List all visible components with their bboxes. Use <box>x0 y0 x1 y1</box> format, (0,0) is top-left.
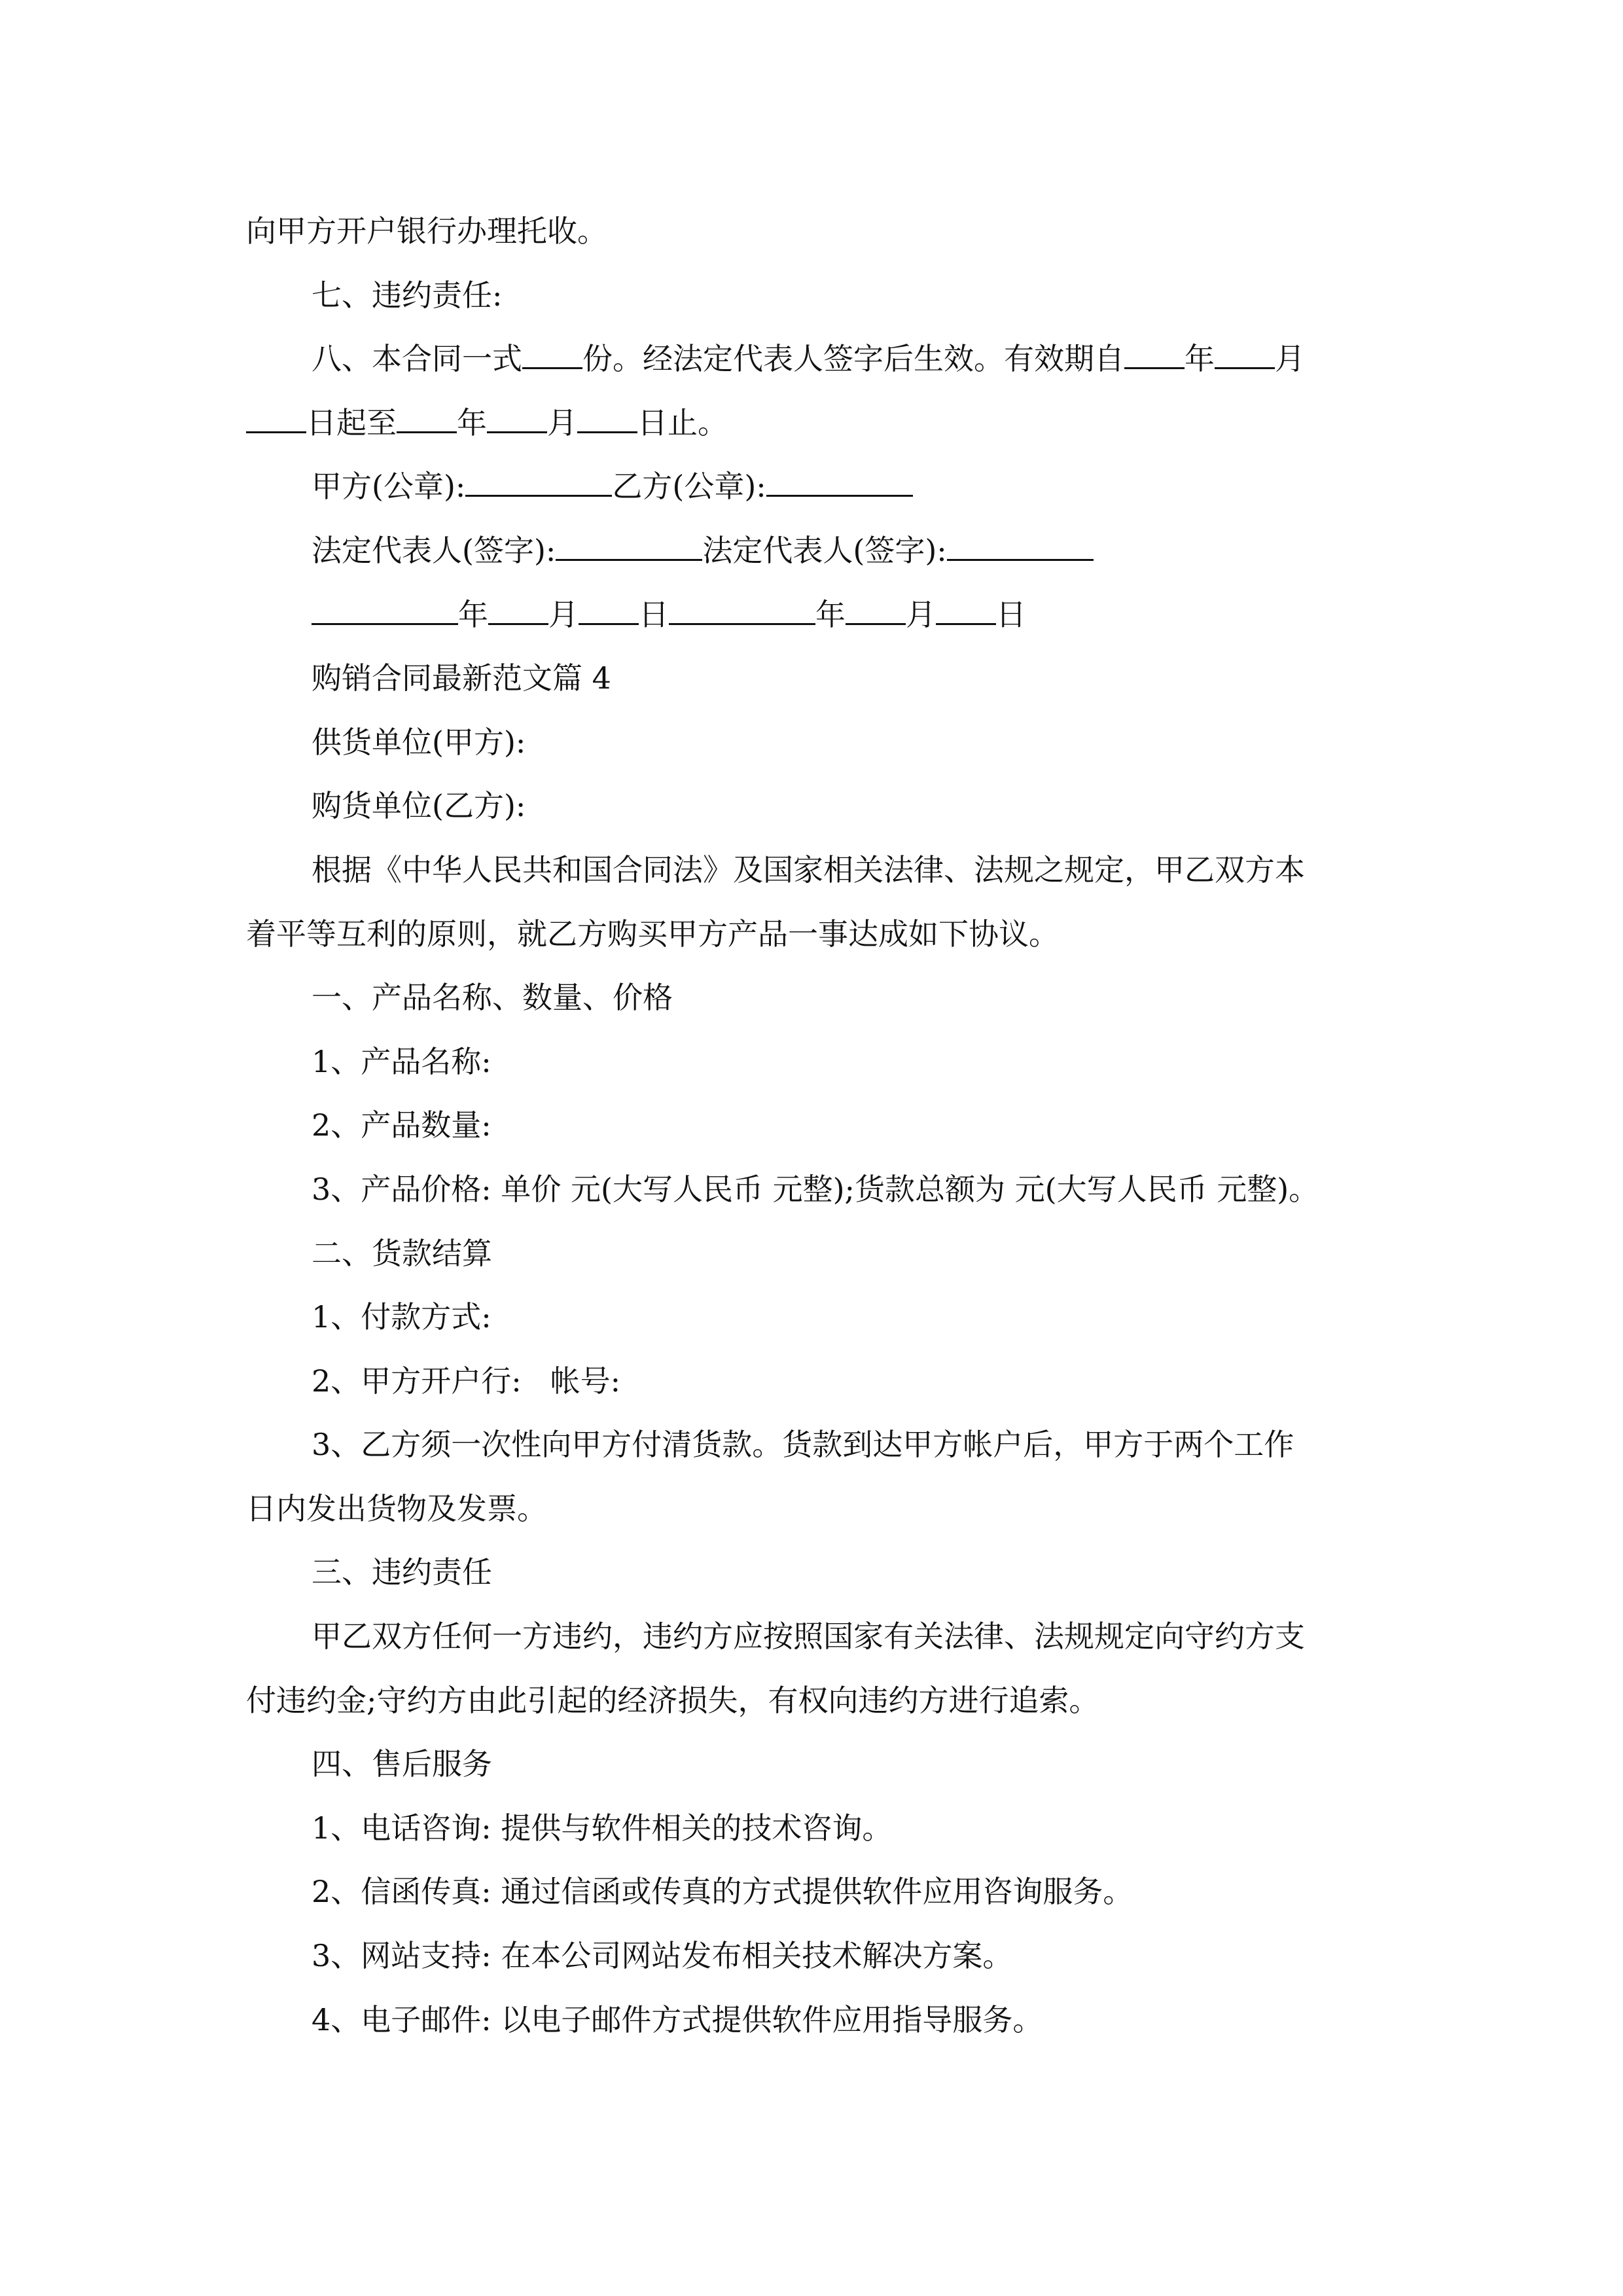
text-line <box>246 1860 1381 1924</box>
text-fragment: 向甲方开户银行办理托收。 <box>246 213 607 249</box>
text-fragment: 甲乙双方任何一方违约，违约方应按照国家有关法律、法规规定向守约方支 <box>312 1619 1305 1655</box>
text-line <box>246 711 1381 775</box>
document-body <box>246 200 1381 2052</box>
fill-blank <box>522 341 582 369</box>
fill-blank <box>1215 341 1275 369</box>
text-fragment: 七、违约责任: <box>312 277 503 313</box>
fill-blank <box>1124 341 1185 369</box>
text-fragment: 年 <box>815 596 846 632</box>
text-fragment: 购销合同最新范文篇 4 <box>312 660 611 696</box>
text-fragment: 着平等互利的原则，就乙方购买甲方产品一事达成如下协议。 <box>246 916 1059 952</box>
text-fragment: 1、产品名称: <box>312 1043 491 1079</box>
text-line <box>246 327 1381 391</box>
fill-blank <box>947 533 1094 561</box>
text-line <box>246 1477 1381 1541</box>
text-fragment: 年 <box>458 596 488 632</box>
text-line <box>246 519 1381 583</box>
text-fragment: 2、产品数量: <box>312 1107 491 1143</box>
fill-blank <box>556 533 702 561</box>
text-fragment: 付违约金;守约方由此引起的经济损失，有权向违约方进行追索。 <box>246 1682 1099 1718</box>
text-fragment: 3、网站支持: 在本公司网站发布相关技术解决方案。 <box>312 1938 1013 1974</box>
text-line <box>246 838 1381 903</box>
fill-blank <box>577 405 637 433</box>
fill-blank <box>397 405 457 433</box>
fill-blank <box>766 469 913 497</box>
text-fragment: 3、乙方须一次性向甲方付清货款。货款到达甲方帐户后，甲方于两个工作 <box>312 1427 1294 1463</box>
text-fragment: 乙方(公章): <box>612 469 766 505</box>
text-line <box>246 455 1381 519</box>
text-line <box>246 200 1381 264</box>
section-heading <box>246 1732 1381 1797</box>
text-line <box>246 1350 1381 1414</box>
text-fragment: 日 <box>639 596 669 632</box>
fill-blank <box>487 405 547 433</box>
text-fragment: 供货单位(甲方): <box>312 724 526 760</box>
text-fragment: 八、本合同一式 <box>312 341 522 377</box>
fill-blank <box>669 597 815 625</box>
text-fragment: 三、违约责任 <box>312 1554 492 1590</box>
text-fragment: 2、信函传真: 通过信函或传真的方式提供软件应用咨询服务。 <box>312 1874 1133 1910</box>
text-line <box>246 774 1381 838</box>
text-line <box>246 1924 1381 1988</box>
section-heading <box>246 1222 1381 1286</box>
text-fragment: 1、付款方式: <box>312 1299 491 1335</box>
section-heading <box>246 1541 1381 1605</box>
text-line <box>246 1030 1381 1094</box>
text-line <box>246 1988 1381 2053</box>
document-title <box>246 647 1381 711</box>
text-line <box>246 1094 1381 1158</box>
text-line <box>246 1413 1381 1477</box>
fill-blank <box>312 597 458 625</box>
fill-blank <box>936 597 996 625</box>
text-line <box>246 1285 1381 1350</box>
fill-blank <box>246 405 306 433</box>
fill-blank <box>488 597 548 625</box>
text-fragment: 二、货款结算 <box>312 1235 492 1271</box>
text-fragment: 四、售后服务 <box>312 1746 492 1782</box>
section-heading <box>246 264 1381 328</box>
text-line <box>246 1158 1381 1222</box>
text-fragment: 年 <box>457 404 487 440</box>
text-fragment: 日止。 <box>637 404 728 440</box>
text-fragment: 1、电话咨询: 提供与软件相关的技术咨询。 <box>312 1810 893 1846</box>
text-fragment: 根据《中华人民共和国合同法》及国家相关法律、法规之规定，甲乙双方本 <box>312 852 1305 888</box>
text-fragment: 月 <box>547 404 577 440</box>
text-fragment: 年 <box>1185 341 1215 377</box>
fill-blank <box>579 597 639 625</box>
text-fragment: 日 <box>996 596 1026 632</box>
fill-blank <box>465 469 612 497</box>
text-fragment: 购货单位(乙方): <box>312 788 526 824</box>
text-fragment: 日内发出货物及发票。 <box>246 1490 547 1526</box>
text-line <box>246 1797 1381 1861</box>
text-fragment: 4、电子邮件: 以电子邮件方式提供软件应用指导服务。 <box>312 2001 1043 2037</box>
text-fragment: 日起至 <box>306 404 397 440</box>
text-line <box>246 583 1381 647</box>
text-fragment: 月 <box>548 596 579 632</box>
text-line <box>246 1605 1381 1669</box>
text-fragment: 甲方(公章): <box>312 469 466 505</box>
section-heading <box>246 966 1381 1030</box>
text-fragment: 月 <box>906 596 936 632</box>
fill-blank <box>846 597 906 625</box>
text-fragment: 份。经法定代表人签字后生效。有效期自 <box>582 341 1124 377</box>
text-fragment: 2、甲方开户行: 帐号: <box>312 1363 621 1399</box>
text-line <box>246 903 1381 967</box>
text-fragment: 月 <box>1275 341 1305 377</box>
text-line <box>246 1669 1381 1733</box>
text-fragment: 法定代表人(签字): <box>702 532 947 568</box>
text-fragment: 3、产品价格: 单价 元(大写人民币 元整);货款总额为 元(大写人民币 元整)。 <box>312 1171 1319 1207</box>
text-line <box>246 391 1381 456</box>
text-fragment: 一、产品名称、数量、价格 <box>312 980 673 1016</box>
text-fragment: 法定代表人(签字): <box>312 532 556 568</box>
